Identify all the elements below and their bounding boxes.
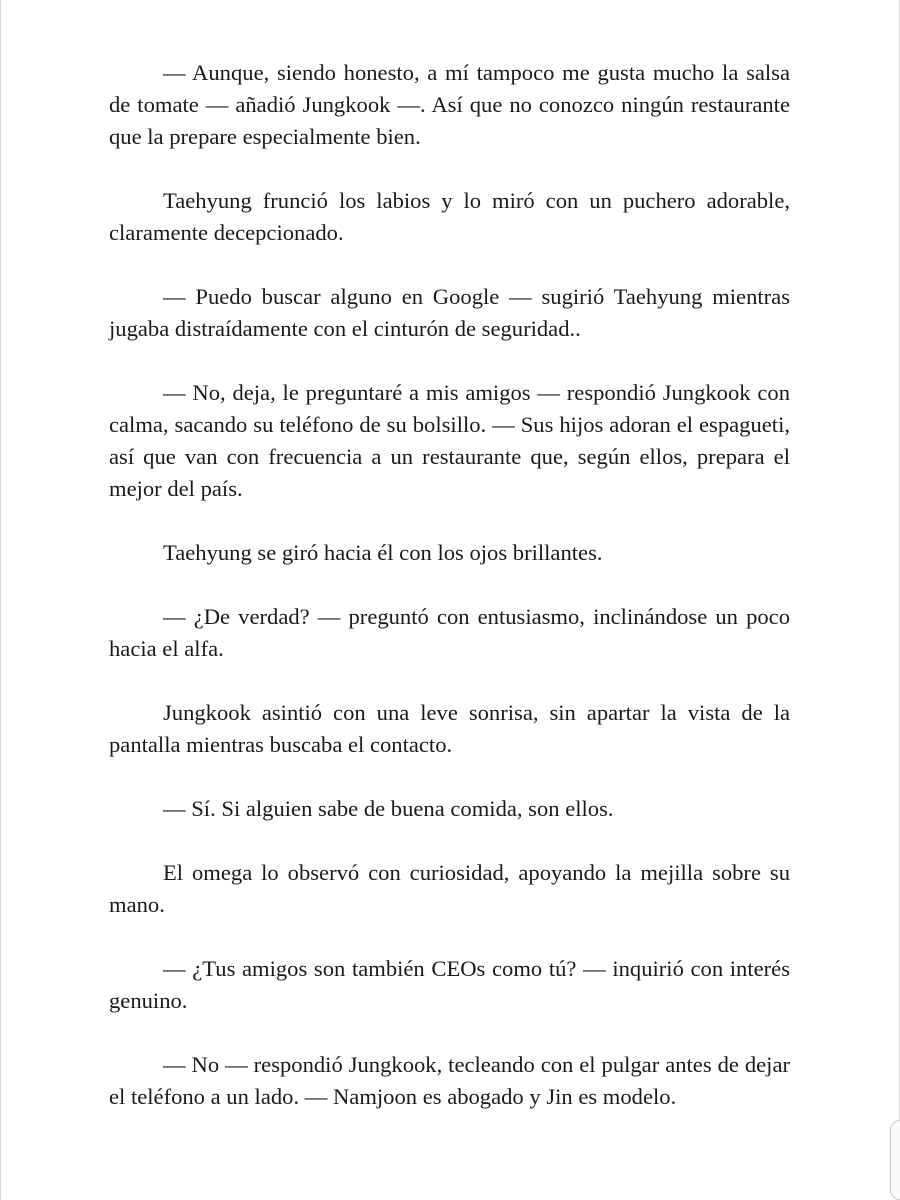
paragraph: — Sí. Si alguien sabe de buena comida, son ellos. — [163, 796, 614, 821]
paragraph: — ¿Tus amigos son también CEOs como tú? — inquirió con interés genuino. — [109, 956, 790, 1013]
story-text — [109, 57, 790, 1145]
paragraph: — No, deja, le preguntaré a mis amigos — respondió Jungkook con calma, sacando su teléfono de su bolsillo. — Sus hijos adoran el espagueti, así que van con frecuencia a un restaurante que, según ellos, prepara el mejor del país. — [109, 380, 790, 501]
page-left-edge — [0, 0, 1, 1200]
paragraph: — No — respondió Jungkook, tecleando con el pulgar antes de dejar el teléfono a un lado. — Namjoon es abogado y Jin es modelo. — [109, 1052, 790, 1109]
paragraph: Taehyung frunció los labios y lo miró con un puchero adorable, claramente decepcionado. — [109, 188, 790, 245]
paragraph: — Aunque, siendo honesto, a mí tampoco me gusta mucho la salsa de tomate — añadió Jungkook —. Así que no conozco ningún restaurante que la prepare especialmente bien. — [109, 60, 790, 149]
scroll-handle[interactable] — [890, 1120, 900, 1200]
paragraph: El omega lo observó con curiosidad, apoyando la mejilla sobre su mano. — [109, 860, 790, 917]
paragraph: — Puedo buscar alguno en Google — sugirió Taehyung mientras jugaba distraídamente con el cinturón de seguridad.. — [109, 284, 790, 341]
paragraph: Jungkook asintió con una leve sonrisa, sin apartar la vista de la pantalla mientras buscaba el contacto. — [109, 700, 790, 757]
paragraph: Taehyung se giró hacia él con los ojos brillantes. — [163, 540, 603, 565]
paragraph: — ¿De verdad? — preguntó con entusiasmo, inclinándose un poco hacia el alfa. — [109, 604, 790, 661]
